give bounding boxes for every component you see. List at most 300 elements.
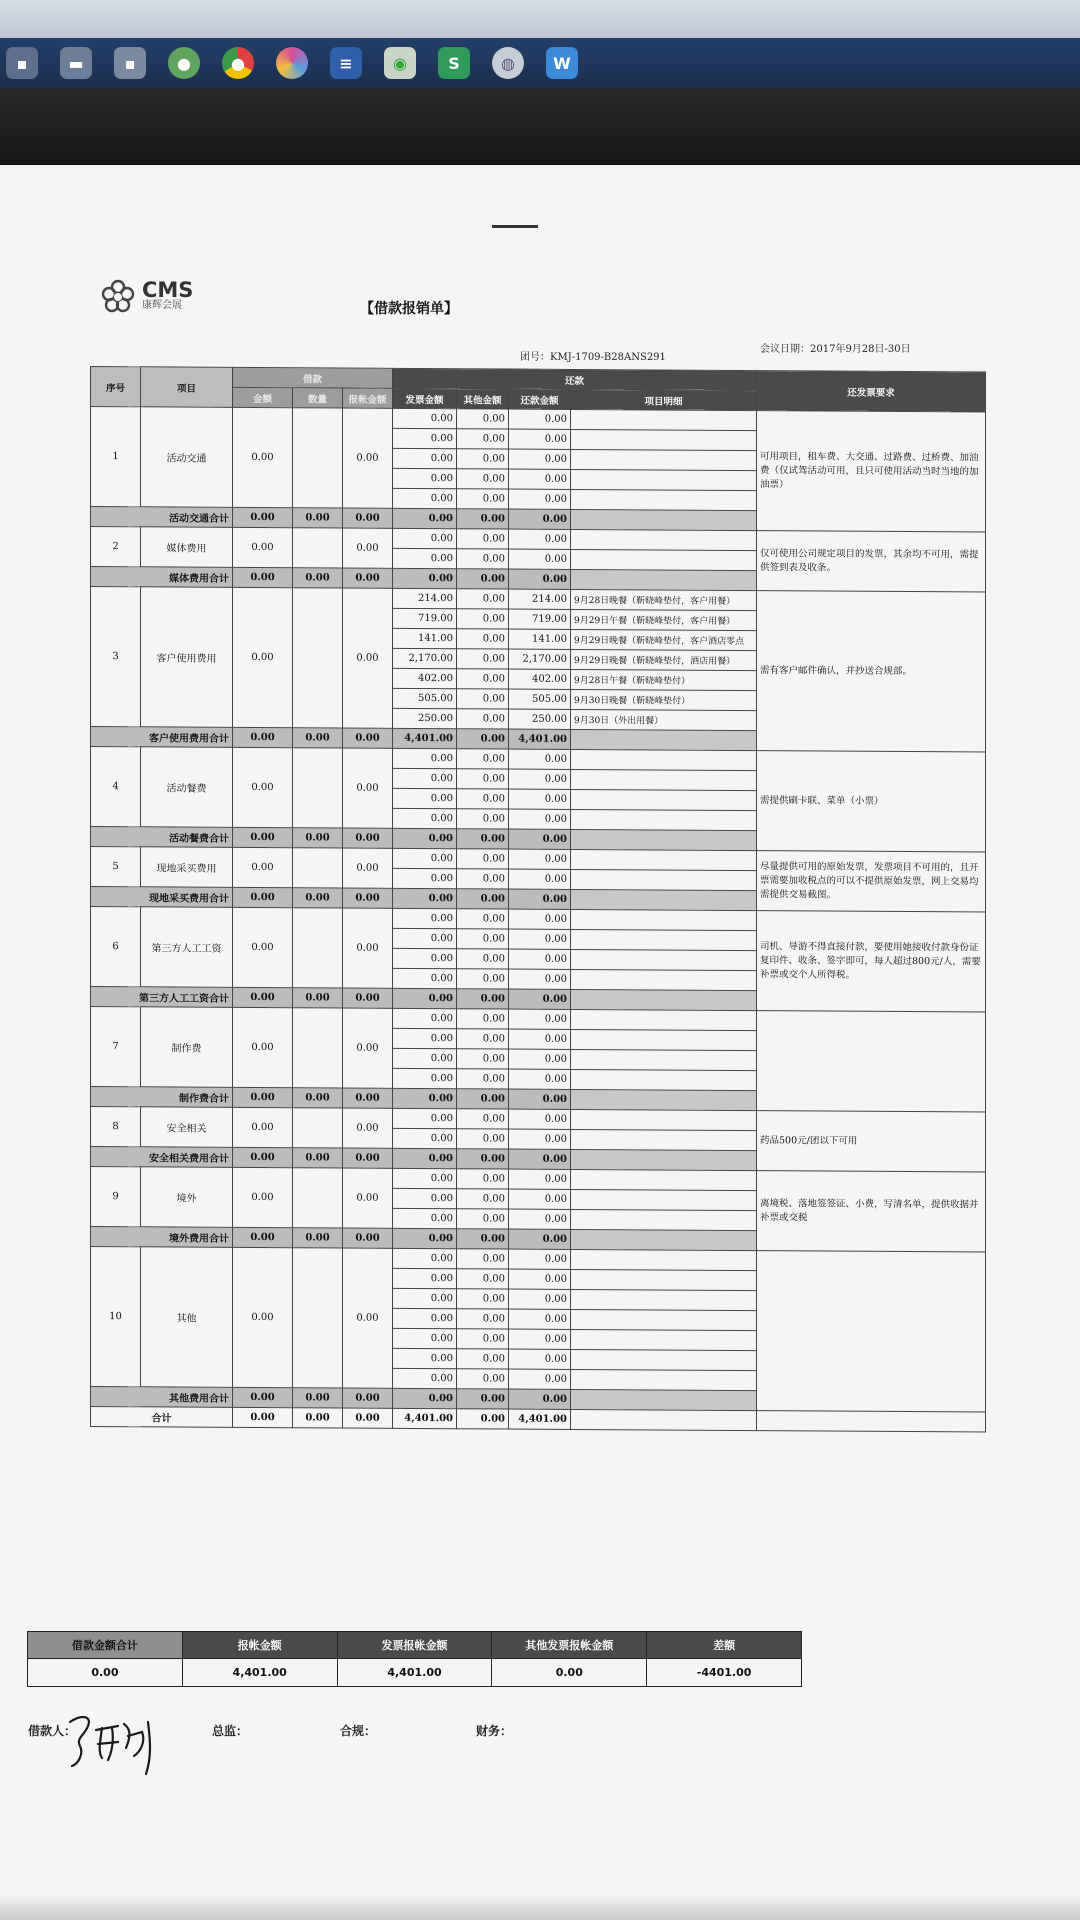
invoice-amount-cell: 214.00 [393,588,457,608]
app-green-icon[interactable]: ● [168,47,200,79]
paper-shadow [0,1894,1080,1920]
subtotal-label: 境外费用合计 [91,1227,233,1248]
finance-label: 财务： [476,1724,513,1738]
loan-count-cell [293,588,343,728]
other-amount-cell: 0.00 [457,609,509,629]
loan-reimbursed-cell: 0.00 [343,848,393,888]
subtotal-value: 0.00 [293,988,343,1008]
invoice-req-header: 还发票要求 [757,371,986,412]
row-seq: 10 [91,1247,141,1387]
subtotal-value: 0.00 [293,1088,343,1108]
other-amount-cell: 0.00 [457,1269,509,1289]
invoice-amount-cell: 0.00 [393,788,457,808]
grand-total-value: 0.00 [343,1408,393,1428]
repay-amount-cell: 250.00 [509,709,571,729]
subtotal-value: 0.00 [393,508,457,528]
logo-text-block [142,280,193,312]
repay-amount-cell: 0.00 [509,789,571,809]
item-detail-cell [571,869,757,890]
loan-reimbursed-cell: 0.00 [343,408,393,508]
item-detail-cell [571,1209,757,1230]
item-detail-cell [571,1069,757,1090]
subtotal-value: 0.00 [343,568,393,588]
subtotal-value: 0.00 [343,888,393,908]
repay-amount-cell: 719.00 [509,609,571,629]
other-amount-cell: 0.00 [457,969,509,989]
subtotal-value: 0.00 [293,728,343,748]
repay-amount-cell: 0.00 [509,949,571,969]
table-row [91,1247,986,1272]
item-detail-cell [571,469,757,490]
subtotal-detail-empty [571,1229,757,1250]
subtotal-value: 0.00 [343,828,393,848]
item-detail-cell [571,809,757,830]
repay-amount-cell: 0.00 [509,1049,571,1069]
other-amount-cell: 0.00 [457,909,509,929]
subtotal-label: 活动交通合计 [91,507,233,528]
loan-reimbursed-cell: 0.00 [343,748,393,828]
row-item-name: 现地采买费用 [141,847,233,888]
item-detail-cell [571,749,757,770]
invoice-amount-cell: 0.00 [393,1208,457,1228]
subtotal-value: 4,401.00 [509,729,571,749]
invoice-amount-cell: 0.00 [393,748,457,768]
item-detail-cell [571,1369,757,1390]
other-amount-cell: 0.00 [457,1329,509,1349]
item-detail-cell: 9月29日午餐（靳晓峰垫付，客户用餐） [571,609,757,630]
grand-total-note-empty [757,1411,986,1432]
repay-amount-cell: 0.00 [509,1109,571,1129]
expense-table-body [91,407,986,1432]
repay-amount-cell: 0.00 [509,929,571,949]
loan-reimbursed-cell: 0.00 [343,588,393,728]
table-row [91,847,986,872]
grand-total-value: 4,401.00 [393,1408,457,1428]
subtotal-value: 0.00 [393,1388,457,1408]
subtotal-value: 4,401.00 [393,728,457,748]
item-detail-cell [571,1289,757,1310]
row-item-name: 制作费 [141,1007,233,1088]
invoice-requirement-note [757,1251,986,1412]
item-detail-cell [571,1249,757,1270]
table-row [91,407,986,432]
invoice-amount-cell: 0.00 [393,548,457,568]
other-amount-cell: 0.00 [457,429,509,449]
repay-amount-cell: 0.00 [509,1309,571,1329]
folder-icon[interactable]: ▬ [60,47,92,79]
invoice-amount-cell: 0.00 [393,1288,457,1308]
summary-value: 0.00 [28,1659,183,1687]
repay-amount-cell: 0.00 [509,469,571,489]
row-item-name: 境外 [141,1167,233,1228]
other-amount-cell: 0.00 [457,709,509,729]
loan-count-cell [293,1008,343,1088]
chrome-icon[interactable]: ● [222,47,254,79]
row-seq: 6 [91,907,141,987]
repay-amount-cell: 0.00 [509,1129,571,1149]
loan-count-cell [293,1248,343,1388]
loan-header: 借款 [233,367,393,388]
subtotal-value: 0.00 [343,1088,393,1108]
subtotal-value: 0.00 [293,1228,343,1248]
invoice-amount-cell: 2,170.00 [393,648,457,668]
invoice-amount-cell: 505.00 [393,688,457,708]
subtotal-value: 0.00 [457,829,509,849]
row-item-name: 活动交通 [141,407,233,508]
loan-amount-cell: 0.00 [233,907,293,987]
repay-amount-cell: 0.00 [509,449,571,469]
repay-amount-cell: 505.00 [509,689,571,709]
w-app-icon[interactable]: W [546,47,578,79]
row-seq: 3 [91,587,141,727]
item-detail-cell [571,1349,757,1370]
item-detail-cell [571,789,757,810]
subtotal-label: 媒体费用合计 [91,567,233,588]
other-amount-cell: 0.00 [457,749,509,769]
row-seq: 1 [91,407,141,507]
loan-reimbursed-cell: 0.00 [343,908,393,988]
subtotal-value: 0.00 [457,1389,509,1409]
subtotal-value: 0.00 [293,1148,343,1168]
invoice-amount-cell: 0.00 [393,468,457,488]
invoice-requirement-note: 司机、导游不得直接付款，要使用她接收付款身份证复印件、收条、签字即可，每人超过800元/人，需要补票或交个人所得税。 [757,911,986,1012]
loan-amount-cell: 0.00 [233,1247,293,1387]
subtotal-value: 0.00 [509,509,571,529]
loan-reimbursed-cell: 0.00 [343,1008,393,1088]
other-amount-cell: 0.00 [457,1189,509,1209]
group-number: 团号：KMJ-1709-B28ANS291 [520,352,666,363]
invoice-requirement-note [757,1011,986,1112]
subtotal-value: 0.00 [509,569,571,589]
item-detail-cell [571,929,757,950]
summary-header: 其他发票报帐金额 [492,1632,647,1659]
globe-icon[interactable]: ◍ [492,47,524,79]
subtotal-label: 客户使用费用合计 [91,727,233,748]
other-amount-cell: 0.00 [457,1249,509,1269]
loan-amount-cell: 0.00 [233,407,293,507]
repay-amount-cell: 0.00 [509,1249,571,1269]
other-amount-cell: 0.00 [457,689,509,709]
row-seq: 5 [91,847,141,887]
repay-amount-cell: 0.00 [509,429,571,449]
repay-amount-cell: 402.00 [509,669,571,689]
invoice-amount-cell: 719.00 [393,608,457,628]
subtotal-value: 0.00 [233,507,293,527]
repay-amount-cell: 0.00 [509,1209,571,1229]
invoice-amount-cell: 0.00 [393,1368,457,1388]
other-amount-cell: 0.00 [457,449,509,469]
row-item-name: 安全相关 [141,1107,233,1148]
director-label: 总监： [212,1724,249,1738]
other-amount-cell: 0.00 [457,1109,509,1129]
invoice-requirement-note: 尽量提供可用的原始发票，发票项目不可用的，且开票需要加收税点的可以不提供原始发票，网上交易均需提供交易截图。 [757,851,986,912]
subtotal-detail-empty [571,889,757,910]
other-amount-cell: 0.00 [457,869,509,889]
subtotal-value: 0.00 [343,1228,393,1248]
item-detail-cell: 9月28日午餐（靳晓峰垫付） [571,669,757,690]
other-amount-cell: 0.00 [457,1009,509,1029]
invoice-amount-cell: 0.00 [393,1268,457,1288]
invoice-amount-cell: 0.00 [393,1108,457,1128]
invoice-amount-header: 发票金额 [393,388,457,408]
invoice-requirement-note: 离境税、落地签签证、小费，写清名单，提供收据并补票或交税 [757,1171,986,1252]
loan-reimbursed-cell: 0.00 [343,1168,393,1228]
subtotal-detail-empty [571,1389,757,1410]
row-item-name: 其他 [141,1247,233,1388]
other-amount-cell: 0.00 [457,669,509,689]
subtotal-value: 0.00 [343,728,393,748]
item-detail-cell [571,1129,757,1150]
invoice-amount-cell: 0.00 [393,1328,457,1348]
app-icon[interactable]: ▪ [6,47,38,79]
repay-amount-cell: 0.00 [509,1369,571,1389]
handwritten-signature [62,1708,172,1778]
item-detail-cell [571,769,757,790]
repay-amount-cell: 0.00 [509,1029,571,1049]
invoice-amount-cell: 0.00 [393,488,457,508]
invoice-amount-cell: 0.00 [393,848,457,868]
subtotal-value: 0.00 [233,827,293,847]
subtotal-value: 0.00 [457,889,509,909]
invoice-requirement-note: 可用项目，租车费、大交通、过路费、过桥费、加油费（仅试驾活动可用，且只可使用活动当时当地的加油票） [757,411,986,532]
loan-count-cell [293,1168,343,1228]
subtotal-label: 其他费用合计 [91,1387,233,1408]
repay-amount-cell: 0.00 [509,409,571,429]
item-detail-header: 项目明细 [571,389,757,410]
subtotal-value: 0.00 [293,888,343,908]
subtotal-value: 0.00 [457,1229,509,1249]
subtotal-value: 0.00 [233,887,293,907]
subtotal-label: 安全相关费用合计 [91,1147,233,1168]
subtotal-value: 0.00 [393,1148,457,1168]
table-row [91,747,986,772]
wechat-icon[interactable]: ◉ [384,47,416,79]
loan-amount-cell: 0.00 [233,1007,293,1087]
invoice-amount-cell: 0.00 [393,1048,457,1068]
item-detail-cell [571,1049,757,1070]
repay-amount-cell: 0.00 [509,1329,571,1349]
summary-value: 4,401.00 [337,1659,492,1687]
compliance-label: 合规： [340,1724,377,1738]
summary-header: 借款金额合计 [28,1632,183,1659]
repay-amount-cell: 0.00 [509,809,571,829]
other-amount-cell: 0.00 [457,489,509,509]
logo-cms-text: CMS [142,278,194,302]
file-icon[interactable]: ▪ [114,47,146,79]
other-amount-cell: 0.00 [457,1069,509,1089]
row-seq: 2 [91,527,141,567]
row-item-name: 客户使用费用 [141,587,233,728]
invoice-amount-cell: 0.00 [393,1348,457,1368]
other-amount-cell: 0.00 [457,469,509,489]
other-amount-cell: 0.00 [457,649,509,669]
loan-count-cell [293,908,343,988]
item-detail-cell: 9月28日晚餐（靳晓峰垫付，客户用餐） [571,589,757,610]
subtotal-value: 0.00 [393,568,457,588]
item-detail-cell [571,449,757,470]
invoice-amount-cell: 250.00 [393,708,457,728]
subtotal-value: 0.00 [509,889,571,909]
loan-amount-cell: 0.00 [233,1107,293,1147]
invoice-amount-cell: 0.00 [393,768,457,788]
repay-amount-cell: 0.00 [509,769,571,789]
loan-count-cell [293,528,343,568]
subtotal-value: 0.00 [457,729,509,749]
loan-amount-cell: 0.00 [233,1167,293,1227]
item-detail-cell [571,1309,757,1330]
item-detail-cell [571,1189,757,1210]
table-row [91,587,986,612]
invoice-amount-cell: 0.00 [393,1128,457,1148]
subtotal-value: 0.00 [509,1089,571,1109]
other-amount-cell: 0.00 [457,1029,509,1049]
subtotal-value: 0.00 [293,1388,343,1408]
seq-header: 序号 [91,367,141,407]
invoice-amount-cell: 0.00 [393,1008,457,1028]
loan-amount-cell: 0.00 [233,527,293,567]
s-app-icon[interactable]: S [438,47,470,79]
subtotal-label: 现地采买费用合计 [91,887,233,908]
grand-total-value: 0.00 [233,1407,293,1427]
loan-amount-header: 金额 [233,387,293,407]
invoice-amount-cell: 0.00 [393,1308,457,1328]
subtotal-value: 0.00 [233,1087,293,1107]
item-detail-cell [571,549,757,570]
subtotal-value: 0.00 [509,829,571,849]
repay-amount-cell: 214.00 [509,589,571,609]
subtotal-value: 0.00 [233,727,293,747]
subtotal-detail-empty [571,1089,757,1110]
subtotal-value: 0.00 [393,988,457,1008]
summary-value: 4,401.00 [182,1659,337,1687]
item-detail-cell [571,909,757,930]
grand-total-label: 合计 [91,1407,233,1428]
other-amount-cell: 0.00 [457,769,509,789]
subtotal-value: 0.00 [233,1387,293,1407]
table-row [91,1107,986,1132]
invoice-amount-cell: 0.00 [393,1168,457,1188]
item-detail-cell [571,949,757,970]
item-detail-cell [571,1009,757,1030]
invoice-amount-cell: 0.00 [393,868,457,888]
row-seq: 4 [91,747,141,827]
invoice-amount-cell: 0.00 [393,1188,457,1208]
color-app-icon[interactable] [276,47,308,79]
invoice-requirement-note: 仅可使用公司规定项目的发票，其余均不可用，需提供签到表及收条。 [757,531,986,592]
other-amount-cell: 0.00 [457,849,509,869]
repay-amount-cell: 0.00 [509,969,571,989]
invoice-requirement-note: 需提供刷卡联、菜单（小票） [757,751,986,852]
subtotal-detail-empty [571,569,757,590]
other-amount-cell: 0.00 [457,1349,509,1369]
item-detail-cell [571,529,757,550]
logo-cn-text: 康辉会展 [142,300,182,311]
item-detail-cell: 9月29日晚餐（靳晓峰垫付，客户酒店零点 [571,629,757,650]
other-amount-cell: 0.00 [457,409,509,429]
row-seq: 7 [91,1007,141,1087]
subtotal-value: 0.00 [233,1227,293,1247]
invoice-amount-cell: 0.00 [393,908,457,928]
subtotal-label: 活动餐费合计 [91,827,233,848]
table-row [91,1167,986,1192]
item-header: 项目 [141,367,233,408]
other-amount-cell: 0.00 [457,1369,509,1389]
other-amount-cell: 0.00 [457,1289,509,1309]
invoice-amount-cell: 0.00 [393,408,457,428]
subtotal-value: 0.00 [393,1088,457,1108]
subtotal-value: 0.00 [457,989,509,1009]
document-title: 【借款报销单】 [360,301,458,317]
loan-amount-cell: 0.00 [233,847,293,887]
summary-value: -4401.00 [647,1659,802,1687]
item-detail-cell: 9月30日（外出用餐） [571,709,757,730]
repay-amount-cell: 0.00 [509,549,571,569]
repay-amount-cell: 0.00 [509,849,571,869]
loan-count-header: 数量 [293,388,343,408]
page-mark [492,225,538,228]
subtotal-value: 0.00 [457,1089,509,1109]
loan-count-cell [293,1108,343,1148]
other-amount-cell: 0.00 [457,789,509,809]
other-amount-cell: 0.00 [457,1309,509,1329]
grand-total-value: 0.00 [293,1408,343,1428]
loan-count-cell [293,408,343,508]
loan-count-cell [293,748,343,828]
subtotal-value: 0.00 [509,1229,571,1249]
summary-header: 报帐金额 [182,1632,337,1659]
invoice-amount-cell: 141.00 [393,628,457,648]
row-item-name: 活动餐费 [141,747,233,828]
repay-amount-cell: 0.00 [509,1349,571,1369]
item-detail-cell [571,429,757,450]
subtotal-value: 0.00 [343,1388,393,1408]
loan-reimbursed-header: 报帐金额 [343,388,393,408]
row-seq: 9 [91,1167,141,1227]
table-row [91,907,986,932]
grand-total-value: 4,401.00 [509,1409,571,1429]
loan-amount-cell: 0.00 [233,587,293,727]
repay-amount-cell: 0.00 [509,1169,571,1189]
loan-reimbursed-cell: 0.00 [343,1248,393,1388]
os-taskbar [0,38,1080,88]
subtotal-detail-empty [571,1149,757,1170]
subtotal-value: 0.00 [509,1389,571,1409]
row-seq: 8 [91,1107,141,1147]
item-detail-cell: 9月30日晚餐（靳晓峰垫付） [571,689,757,710]
subtotal-detail-empty [571,829,757,850]
other-amount-cell: 0.00 [457,949,509,969]
repay-amount-cell: 141.00 [509,629,571,649]
item-detail-cell [571,1329,757,1350]
subtotal-value: 0.00 [343,508,393,528]
item-detail-cell [571,1269,757,1290]
other-amount-cell: 0.00 [457,1209,509,1229]
row-item-name: 第三方人工工资 [141,907,233,988]
summary-table [27,1631,802,1687]
subtotal-value: 0.00 [233,567,293,587]
subtotal-value: 0.00 [343,988,393,1008]
grand-total-detail-empty [571,1409,757,1430]
repay-amount-cell: 0.00 [509,1189,571,1209]
item-detail-cell [571,489,757,510]
other-amount-cell: 0.00 [457,1129,509,1149]
tool-icon[interactable]: ≡ [330,47,362,79]
invoice-amount-cell: 0.00 [393,528,457,548]
subtotal-value: 0.00 [293,508,343,528]
subtotal-label: 制作费合计 [91,1087,233,1108]
subtotal-value: 0.00 [393,888,457,908]
subtotal-detail-empty [571,729,757,750]
